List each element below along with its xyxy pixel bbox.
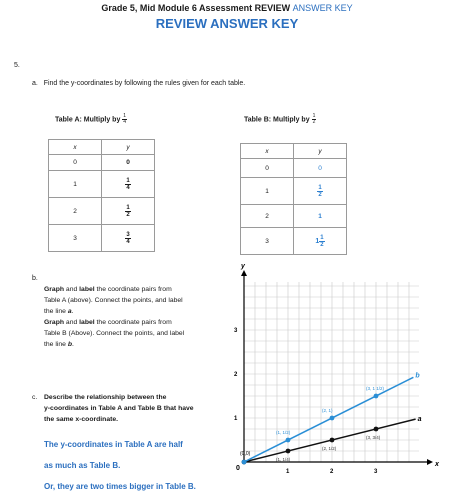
table-b-cell-x: 2: [241, 205, 294, 228]
table-a-header-x: x: [49, 140, 102, 155]
table-b-caption: [244, 114, 316, 125]
table-row: [49, 225, 155, 252]
table-b-caption-den: 2: [312, 119, 316, 125]
header-answer-key-tag: ANSWER KEY: [292, 3, 353, 13]
part-a-text: Find the y-coordinates by following the rules given for each table.: [43, 80, 246, 87]
series-point-b: [242, 460, 247, 465]
line-name: a: [67, 308, 72, 315]
x-axis-arrow: [427, 459, 433, 465]
x-tick-label: 3: [374, 469, 378, 475]
table-b-cell-x: 3: [241, 228, 294, 255]
point-label-b: (2, 1): [322, 408, 333, 413]
y-tick-label: 3: [234, 328, 238, 334]
table-a-caption-text: Table A: Multiply by: [55, 116, 121, 124]
table-a-caption-num: 1: [123, 113, 127, 119]
graph-grid: [244, 282, 419, 462]
point-label-a: (3, 3/4): [366, 435, 381, 440]
table-a-caption-fraction: [122, 114, 127, 125]
question-number: 5.: [14, 62, 20, 69]
fraction-numerator: 1: [126, 177, 130, 184]
table-b-header-x: x: [241, 144, 294, 159]
table-row: [49, 198, 155, 225]
table-a-header-y: y: [102, 140, 155, 155]
fraction-numerator: 1: [126, 204, 130, 211]
table-b-caption-text: Table B: Multiply by: [244, 116, 310, 124]
table-row: [241, 159, 347, 178]
text: .: [71, 308, 74, 315]
text: the coordinate pairs from: [94, 319, 172, 326]
fraction-denominator: 2: [126, 211, 130, 218]
part-b-line: Table A (above). Connect the points, and label: [44, 297, 183, 304]
part-b-line: [44, 317, 234, 328]
x-tick-label: 2: [330, 469, 334, 475]
y-tick-label: 1: [234, 416, 238, 422]
table-a-cell-y: [102, 225, 155, 252]
series-point-b: [330, 416, 335, 421]
header-subtitle: [0, 3, 454, 13]
table-row: [241, 178, 347, 205]
page-title: REVIEW ANSWER KEY: [155, 16, 299, 31]
y-axis-label: y: [241, 263, 245, 270]
table-a-cell-x: 1: [49, 171, 102, 198]
table-a-cell-y: [102, 171, 155, 198]
table-a-cell-y: [102, 198, 155, 225]
table-a-cell-x: 0: [49, 155, 102, 171]
table-a-caption: [55, 114, 127, 125]
fraction-numerator: 1: [318, 184, 322, 191]
text: the line: [44, 341, 68, 348]
point-label-a: (1, 1/4): [276, 457, 291, 462]
table-a: [48, 139, 155, 252]
series-point-b: [374, 394, 379, 399]
table-row: [49, 171, 155, 198]
table-b-caption-fraction: [312, 114, 317, 125]
line-a-label: a: [417, 416, 422, 424]
table-a-header-row: [49, 140, 155, 155]
header-subtitle-text: Grade 5, Mid Module 6 Assessment REVIEW: [101, 3, 291, 13]
part-c-answer-line-1: The y-coordinates in Table A are half: [44, 440, 183, 449]
table-row: [49, 155, 155, 171]
bold-word: Graph: [44, 319, 65, 326]
series-point-b: [286, 438, 291, 443]
coordinate-graph: [224, 262, 444, 487]
point-label-b: (3, 1 1/2): [366, 386, 385, 391]
part-b-line: Table B (Above). Connect the points, and label: [44, 330, 185, 337]
table-b-cell-y: [294, 228, 347, 255]
part-b-instructions: [44, 284, 234, 350]
part-c-answer-line-3: Or, they are two times bigger in Table B.: [44, 482, 196, 491]
fraction-denominator: 2: [320, 241, 324, 248]
table-a-cell-y: 0: [102, 155, 155, 171]
table-a-cell-x: 2: [49, 198, 102, 225]
table-b-cell-y: 0: [294, 159, 347, 178]
point-label-origin: (0,0): [240, 451, 251, 457]
line-name: b: [67, 341, 72, 348]
table-b: [240, 143, 347, 255]
table-b-cell-x: 1: [241, 178, 294, 205]
table-row: [241, 205, 347, 228]
line-b-label: b: [415, 372, 420, 380]
text: and: [64, 286, 80, 293]
fraction-denominator: 4: [126, 238, 130, 245]
table-b-cell-y: 1: [294, 205, 347, 228]
bold-word: Graph: [44, 286, 65, 293]
part-a-letter: a.: [32, 80, 38, 87]
part-c-letter: c.: [32, 394, 38, 401]
table-b-header-row: [241, 144, 347, 159]
part-c-prompt: [44, 392, 244, 425]
fraction-denominator: 2: [318, 191, 322, 198]
part-b-line: [44, 306, 234, 317]
part-a-prompt: [32, 80, 245, 87]
table-a-caption-den: 4: [123, 119, 127, 125]
fraction-numerator: 1: [320, 234, 324, 241]
bold-word: label: [79, 319, 95, 326]
origin-label: 0: [236, 465, 240, 472]
text: .: [71, 341, 74, 348]
fraction-denominator: 4: [126, 184, 130, 191]
y-tick-label: 2: [234, 372, 238, 378]
part-c-answer-line-2: as much as Table B.: [44, 461, 121, 470]
table-b-header-y: y: [294, 144, 347, 159]
graph-axes: [241, 270, 433, 465]
mixed-number-whole: 1: [315, 237, 320, 245]
part-c-line: the same x-coordinate.: [44, 416, 119, 423]
fraction-numerator: 3: [126, 231, 130, 238]
table-a-cell-x: 3: [49, 225, 102, 252]
part-c-line: Describe the relationship between the: [44, 394, 167, 401]
series-point-a: [374, 427, 379, 432]
part-b-letter: b.: [32, 275, 38, 282]
y-axis-arrow: [241, 270, 247, 276]
table-row: [241, 228, 347, 255]
x-tick-label: 1: [286, 469, 290, 475]
series-point-a: [286, 449, 291, 454]
text: the coordinate pairs from: [94, 286, 172, 293]
point-label-b: (1, 1/2): [276, 430, 291, 435]
bold-word: label: [79, 286, 95, 293]
table-b-caption-num: 1: [312, 113, 316, 119]
part-b-line: [44, 339, 234, 350]
point-label-a: (2, 1/2): [322, 446, 337, 451]
table-b-cell-x: 0: [241, 159, 294, 178]
part-c-line: y-coordinates in Table A and Table B that have: [44, 405, 194, 412]
series-point-a: [330, 438, 335, 443]
text: and: [64, 319, 80, 326]
text: the line: [44, 308, 68, 315]
part-b-line: [44, 284, 234, 295]
graph-lines: [242, 377, 416, 464]
table-b-cell-y: [294, 178, 347, 205]
x-axis-label: x: [435, 461, 439, 468]
